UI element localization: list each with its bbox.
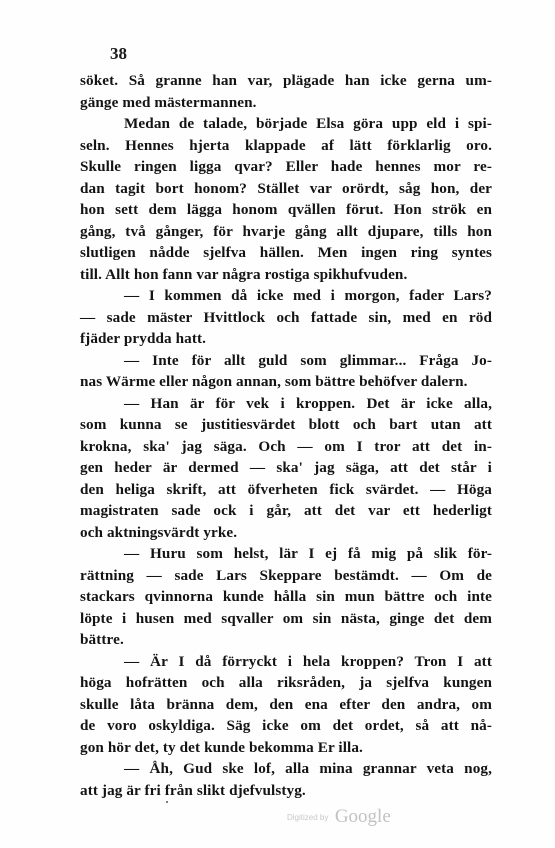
text-line: gänge med mästermannen. [80,93,257,111]
text-line: till. Allt hon fann var några rostiga spikhufvuden. [80,265,408,283]
text-line: slutligen nådde sjelfva hällen. Men ingen ring syntes [80,244,492,261]
text-line: magistraten sade ock i går, att det var ett hederligt [80,502,492,519]
text-line: gen heder är dermed — ska' jag säga, att det står i [80,459,492,476]
text-line: hon sett dem lägga honom qvällen förut. Hon strök en [80,201,492,218]
text-line: — Åh, Gud ske lof, alla mina grannar veta nog, [124,760,492,777]
digitized-by-label: Digitized by [287,812,329,822]
text-line: krokna, ska' jag säga. Och — om I tror att det in- [80,437,492,455]
page-number: 38 [110,44,127,63]
text-line: gon hör det, ty det kunde bekomma Er illa. [80,738,363,756]
text-line: rättning — sade Lars Skeppare bestämdt. — Om de [80,566,492,584]
text-line: bättre. [80,631,124,648]
text-line: Medan de talade, började Elsa göra upp eld i spi- [124,115,492,132]
body-text [80,70,492,801]
text-line: seln. Hennes hjerta klappade af lätt förklarlig oro. [80,136,492,154]
text-line: som kunna se justitiesvärdet blott och bart utan att [80,416,492,433]
ink-speck [166,801,168,803]
text-line: och aktningsvärdt yrke. [80,523,238,541]
text-line: de voro oskyldiga. Säg icke om det ordet, så att nå- [80,717,492,734]
text-line: söket. Så granne han var, plägade han icke gerna um- [80,72,492,89]
text-line: — Huru som helst, lär I ej få mig på slik för- [124,545,492,562]
text-line: — sade mäster Hvittlock och fattade sin, med en röd [80,308,492,326]
text-line: stackars qvinnorna kunde hålla sin mun bättre och inte [80,588,492,605]
text-line: skulle låta bränna dem, den ena efter den andra, om [80,695,492,713]
text-line: löpte i husen med sqvaller om sin nästa, ginge det dem [80,609,492,627]
text-line: fjäder prydda hatt. [80,330,207,347]
text-line: — Är I då förryckt i hela kroppen? Tron I att [124,652,492,670]
digitization-watermark [287,806,391,828]
text-line: — I kommen då icke med i morgon, fader Lars? [124,287,492,304]
google-logo: Google [334,806,391,827]
text-line: att jag är fri från slikt djefvulstyg. [80,781,306,799]
text-line: Skulle ringen ligga qvar? Eller hade hennes mor re- [80,158,492,175]
text-line: höga hofrätten och alla riksråden, ja sjelfva kungen [80,674,492,691]
text-line: — Inte för allt guld som glimmar... Fråga Jo- [124,351,492,369]
text-line: nas Wärme eller någon annan, som bättre behöfver dalern. [80,373,468,390]
text-line: gång, två gånger, för hvarje gång allt djupare, tills hon [80,222,492,240]
text-line: den heliga skrift, att öfverheten fick svärdet. — Höga [80,480,492,498]
text-line: dan tagit bort honom? Stället var orördt, såg hon, der [80,179,492,197]
text-line: — Han är för vek i kroppen. Det är icke alla, [124,394,492,412]
